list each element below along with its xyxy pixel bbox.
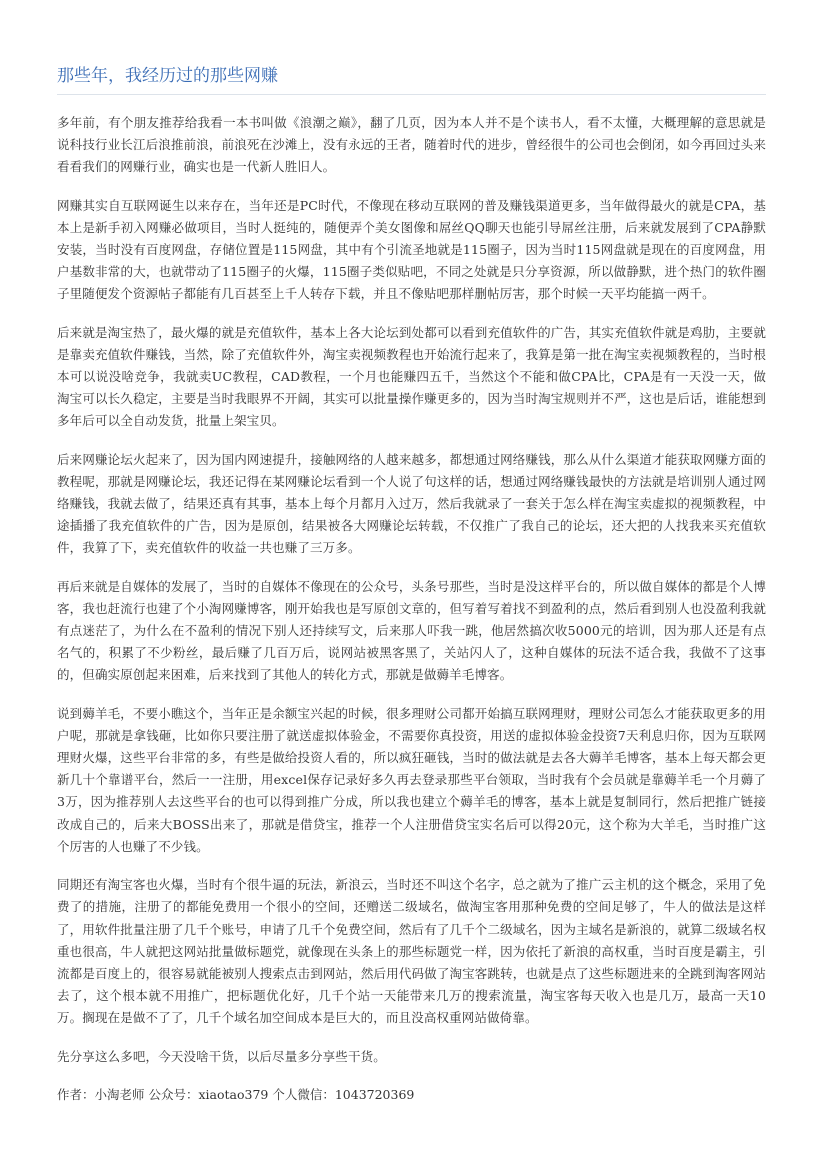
paragraph-gap	[57, 306, 766, 322]
paragraph-3: 后来就是淘宝热了，最火爆的就是充值软件，基本上各大论坛到处都可以看到充值软件的广告，其实充值软件就是鸡肋，主要就是靠卖充值软件赚钱，当然，除了充值软件外，淘宝卖视频教程也开始流行起来了，我算是第一批在淘宝卖视频教程的，当时根本可以说没啥竞争，我就卖UC教程，CAD教程，一个月也能赚四五千，当然这个不能和做CPA比，CPA是有一天没一天，做淘宝可以长久稳定，主要是当时我眼界不开阔，其实可以批量操作赚更多的，因为当时淘宝规则并不严，这也是后话，谁能想到多年后可以全自动发货，批量上架宝贝。	[57, 324, 766, 429]
article-title: 那些年，我经历过的那些网赚	[57, 60, 766, 95]
paragraph-8: 先分享这么多吧，今天没啥干货，以后尽量多分享些干货。	[57, 1048, 386, 1064]
paragraph-gap	[57, 687, 766, 703]
paragraph-7: 同期还有淘宝客也火爆，当时有个很牛逼的玩法，新浪云，当时还不叫这个名字，总之就为了推广云主机的这个概念，采用了免费了的措施，注册了的都能免费用一个很小的空间，还赠送二级域名，做淘宝客用那种免费的空间足够了，牛人的做法是这样了，用软件批量注册了几千个账号，申请了几千个免费空间，然后有了几千个二级域名，因为主域名是新浪的，就算二级域名权重也很高，牛人就把这网站批量做标题党，就像现在头条上的那些标题党一样，因为依托了新浪的高权重，当时百度是霸主，引流都是百度上的，很容易就能被别人搜索点击到网站，然后用代码做了淘宝客跳转，也就是点了这些标题进来的全跳到淘客网站去了，这个根本就不用推广，把标题优化好，几千个站一天能带来几万的搜索流量，淘宝客每天收入也是几万，最高一天10万。搁现在是做不了了，几千个域名加空间成本是巨大的，而且没高权重网站做倚靠。	[57, 877, 766, 1026]
paragraph-gap	[57, 1068, 766, 1084]
paragraph-gap	[57, 433, 766, 449]
paragraph-4: 后来网赚论坛火起来了，因为国内网速提升，接触网络的人越来越多，都想通过网络赚钱，那么从什么渠道才能获取网赚方面的教程呢，那就是网赚论坛，我还记得在某网赚论坛看到一个人说了句这样的话，想通过网络赚钱最快的方法就是培训别人通过网络赚钱，我就去做了，结果还真有其事，基本上每个月都月入过万，然后我就录了一套关于怎么样在淘宝卖虚拟的视频教程，中途插播了我充值软件的广告，因为是原创，结果被各大网赚论坛转载，不仅推广了我自己的论坛，还大把的人找我来买充值软件，我算了下，卖充值软件的收益一共也赚了三万多。	[57, 451, 766, 556]
paragraph-1: 多年前，有个朋友推荐给我看一本书叫做《浪潮之巅》，翻了几页，因为本人并不是个读书人，看不太懂，大概理解的意思就是说科技行业长江后浪推前浪，前浪死在沙滩上，没有永远的王者，随着时代的进步，曾经很牛的公司也会倒闭，如今再回过头来看看我们的网赚行业，确实也是一代新人胜旧人。	[57, 115, 766, 175]
paragraph-gap	[57, 179, 766, 195]
paragraph-gap	[57, 560, 766, 576]
paragraph-5: 再后来就是自媒体的发展了，当时的自媒体不像现在的公众号，头条号那些，当时是没这样平台的，所以做自媒体的都是个人博客，我也赶流行也建了个小淘网赚博客，刚开始我也是写原创文章的，但写着写着找不到盈利的点，然后看到别人也没盈利我就有点迷茫了，为什么在不盈利的情况下别人还持续写文，后来那人吓我一跳，他居然搞次收5000元的培训，因为那人还是有点名气的，积累了不少粉丝，最后赚了几百万后，说网站被黑客黑了，关站闪人了，这种自媒体的玩法不适合我，我做不了这事的，但确实原创起来困难，后来找到了其他人的转化方式，那就是做薅羊毛博客。	[57, 578, 766, 683]
author-line: 作者：小淘老师 公众号：xiaotao379 个人微信：1043720369	[57, 1086, 415, 1102]
paragraph-6: 说到薅羊毛，不要小瞧这个，当年正是余额宝兴起的时候，很多理财公司都开始搞互联网理财，理财公司怎么才能获取更多的用户呢，那就是拿钱砸，比如你只要注册了就送虚拟体验金，不需要你真投资，用送的虚拟体验金投资7天利息归你，因为互联网理财火爆，这些平台非常的多，有些是做给投资人看的，所以疯狂砸钱，当时的做法就是去各大薅羊毛博客，基本上每天都会更新几十个靠谱平台，然后一一注册，用excel保存记录好多久再去登录那些平台领取，当时我有个会员就是靠薅羊毛一个月薅了3万，因为推荐别人去这些平台的也可以得到推广分成，所以我也建立个薅羊毛的博客，基本上就是复制同行，然后把推广链接改成自己的，后来大BOSS出来了，那就是借贷宝，推荐一个人注册借贷宝实名后可以得20元，这个称为大羊毛，当时推广这个厉害的人也赚了不少钱。	[57, 705, 766, 854]
paragraph-gap	[57, 858, 766, 874]
paragraph-gap	[57, 1030, 766, 1046]
paragraph-2: 网赚其实自互联网诞生以来存在，当年还是PC时代，不像现在移动互联网的普及赚钱渠道更多，当年做得最火的就是CPA，基本上是新手初入网赚必做项目，当时人挺纯的，随便弄个美女图像和屌丝QQ聊天也能引导屌丝注册，后来就发展到了CPA静默安装，当时没有百度网盘，存储位置是115网盘，其中有个引流圣地就是115圈子，因为当时115网盘就是现在的百度网盘，用户基数非常的大，也就带动了115圈子的火爆，115圈子类似贴吧，不同之处就是只分享资源，所以做静默，进个热门的软件圈子里随便发个资源帖子都能有几百甚至上千人转存下载，并且不像贴吧那样删帖厉害，那个时候一天平均能搞一两千。	[57, 197, 766, 302]
